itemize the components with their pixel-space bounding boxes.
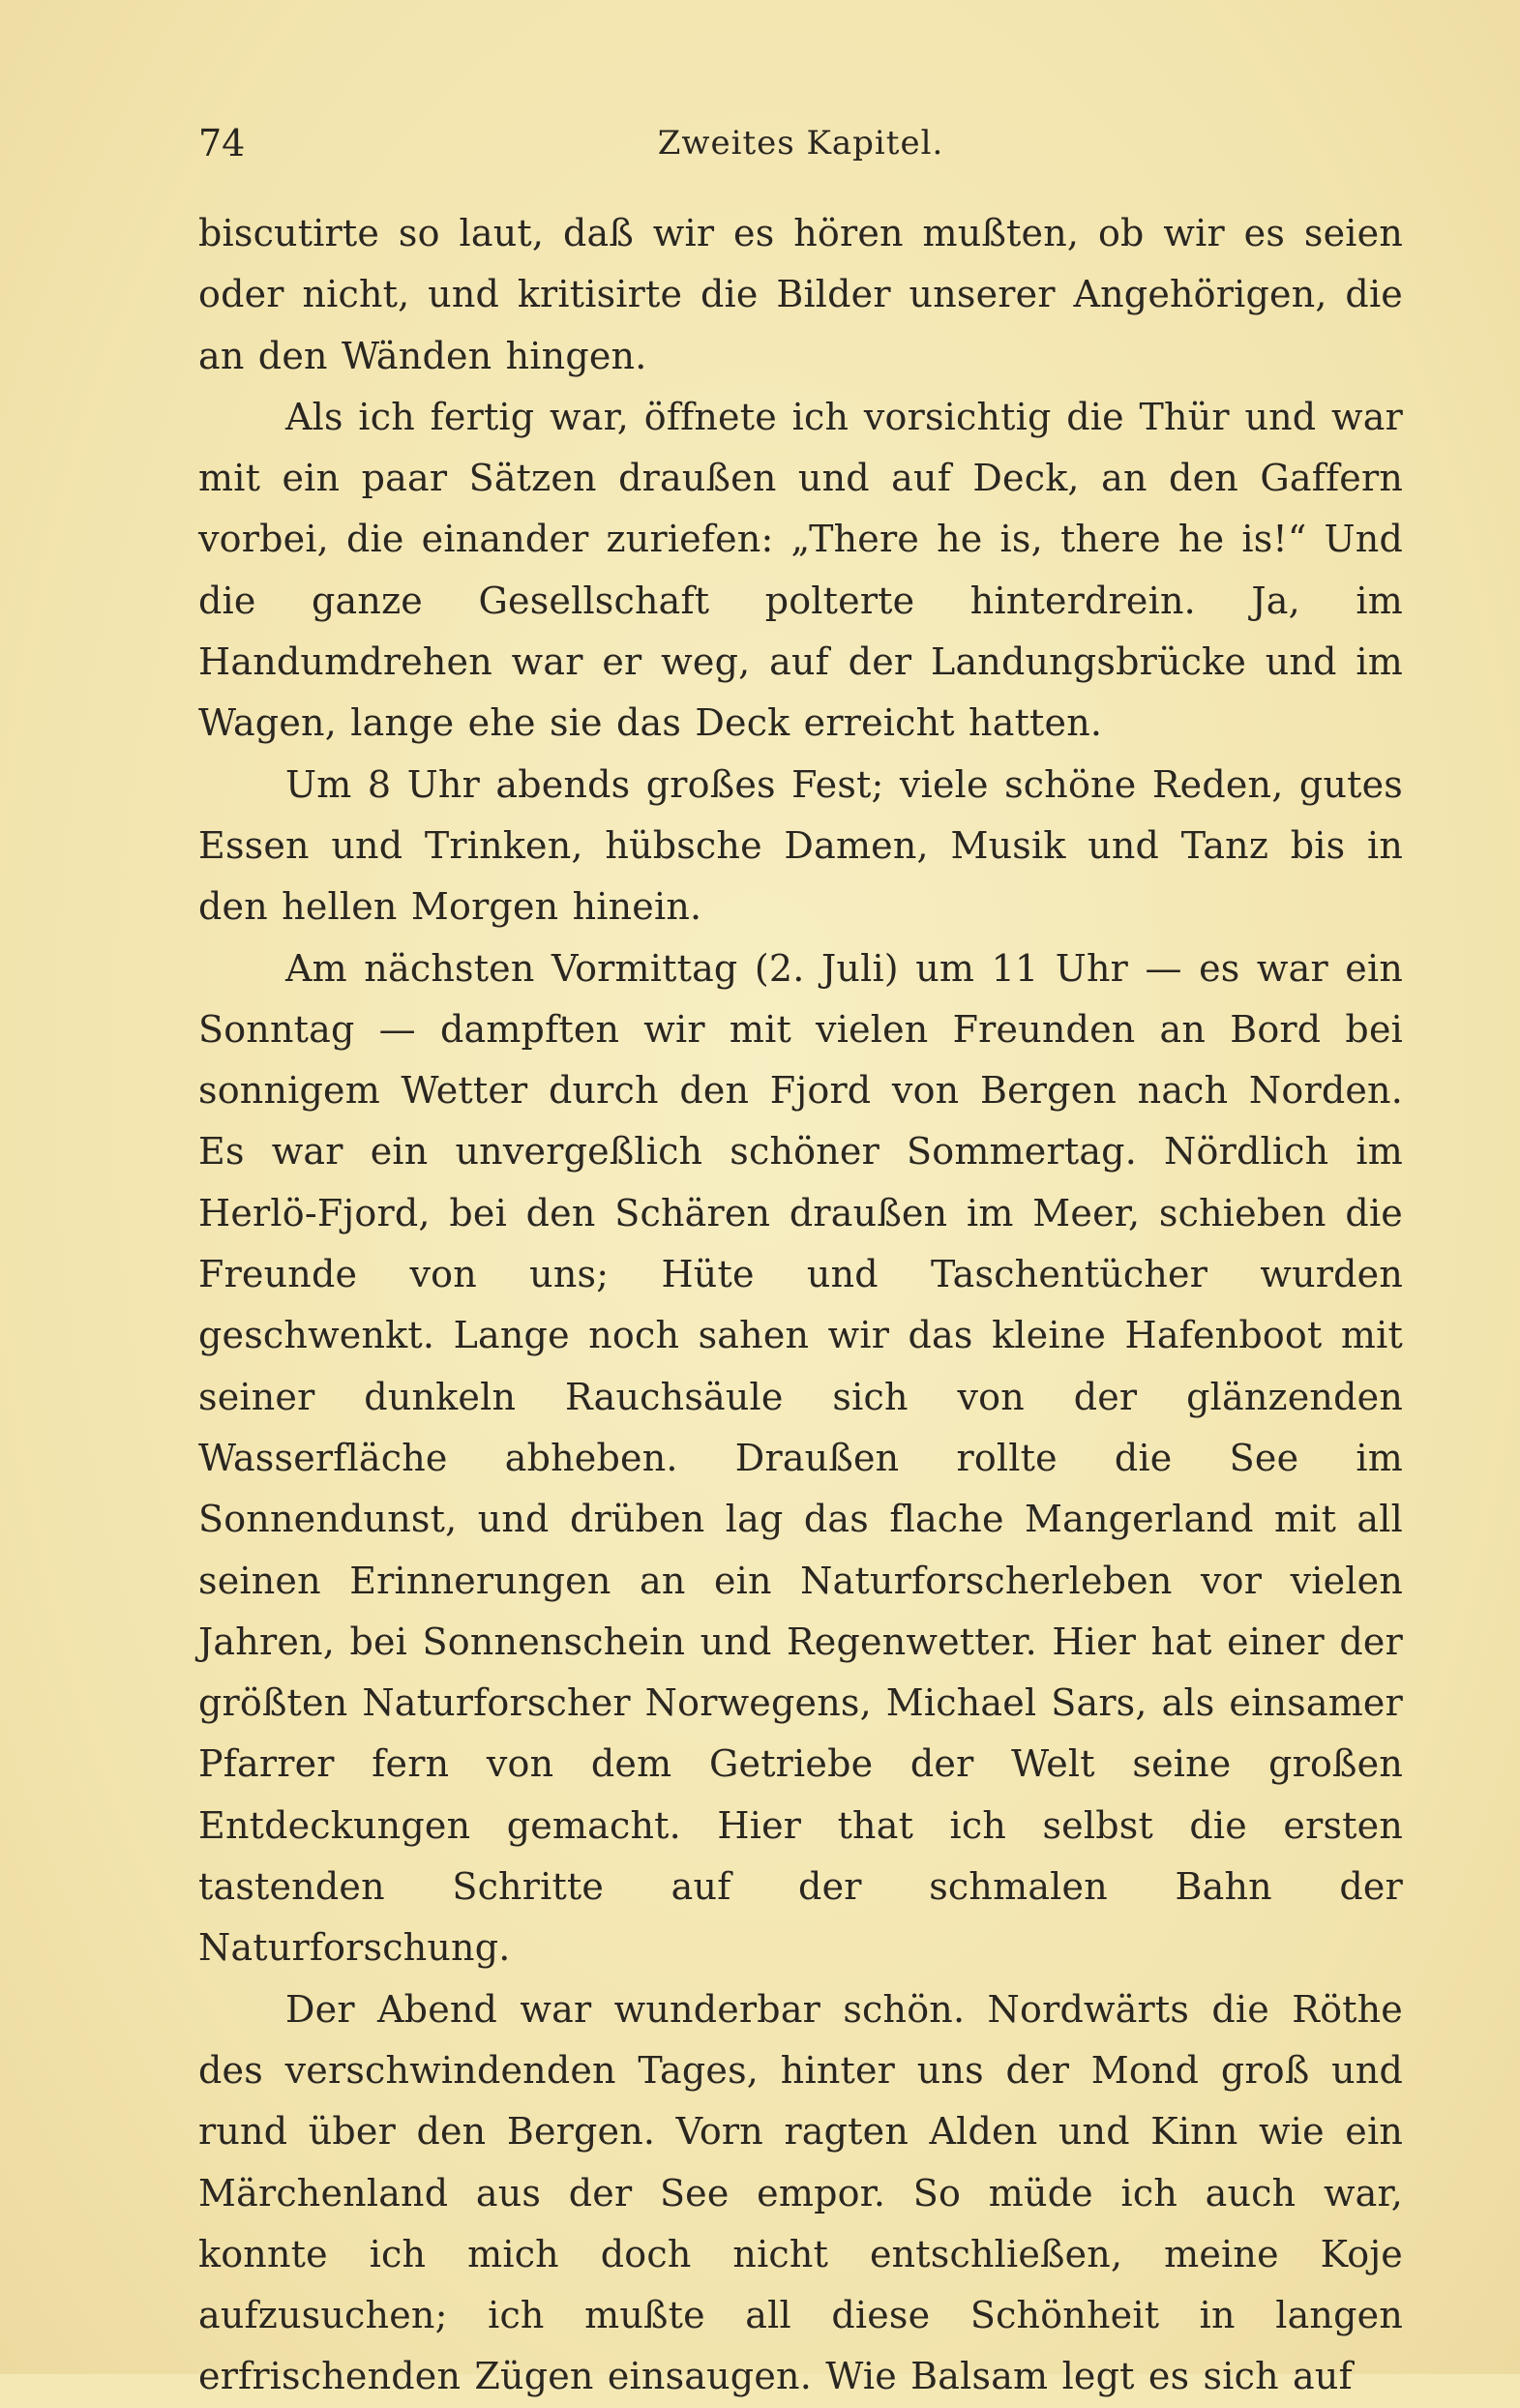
body-text xyxy=(198,203,1403,2408)
page-number: 74 xyxy=(198,122,246,164)
paragraph: Um 8 Uhr abends großes Fest; viele schöne Reden, gutes Essen und Trinken, hübsche Damen, Musik und Tanz bis in den hellen Morgen hinein. xyxy=(198,762,1403,929)
paragraph: Am nächsten Vormittag (2. Juli) um 11 Uhr — es war ein Sonntag — dampften wir mit vielen Freunden an Bord bei sonnigem Wetter durch den Fjord von Bergen nach Norden. Es war ein unvergeßlich schöner Sommertag. Nördlich im Herlö-Fjord, bei den Schären draußen im Meer, schieben die Freunde von uns; Hüte und Taschentücher wurden geschwenkt. Lange noch sahen wir das kleine Hafenboot mit seiner dunkeln Rauchsäule sich von der glänzenden Wasserfläche abheben. Draußen rollte die See im Sonnendunst, und drüben lag das flache Mangerland mit all seinen Erinnerungen an ein Naturforscherleben vor vielen Jahren, bei Sonnenschein und Regenwetter. Hier hat einer der größten Naturforscher Norwegens, Michael Sars, als einsamer Pfarrer fern von dem Getriebe der Welt seine großen Entdeckungen gemacht. Hier that ich selbst die ersten tastenden Schritte auf der schmalen Bahn der Naturforschung. xyxy=(198,946,1403,1970)
running-head: Zweites Kapitel. xyxy=(657,124,944,163)
page-header xyxy=(198,114,1403,172)
paragraph: Der Abend war wunderbar schön. Nordwärts die Röthe des verschwindenden Tages, hinter uns der Mond groß und rund über den Bergen. Vorn ragten Alden und Kinn wie ein Märchenland aus der See empor. So müde ich auch war, konnte ich mich doch nicht entschließen, meine Koje aufzusuchen; ich mußte all diese Schönheit in langen erfrischenden Zügen einsaugen. Wie Balsam legt es sich auf xyxy=(198,1987,1403,2398)
paragraph: Als ich fertig war, öffnete ich vorsichtig die Thür und war mit ein paar Sätzen draußen und auf Deck, an den Gaffern vorbei, die einander zuriefen: „There he is, there he is!“ Und die ganze Gesellschaft polterte hinterdrein. Ja, im Handumdrehen war er weg, auf der Landungsbrücke und im Wagen, lange ehe sie das Deck erreicht hatten. xyxy=(198,395,1403,745)
paragraph: biscutirte so laut, daß wir es hören mußten, ob wir es seien oder nicht, und kritisirte die Bilder unserer Angehörigen, die an den Wänden hingen. xyxy=(198,212,1403,377)
